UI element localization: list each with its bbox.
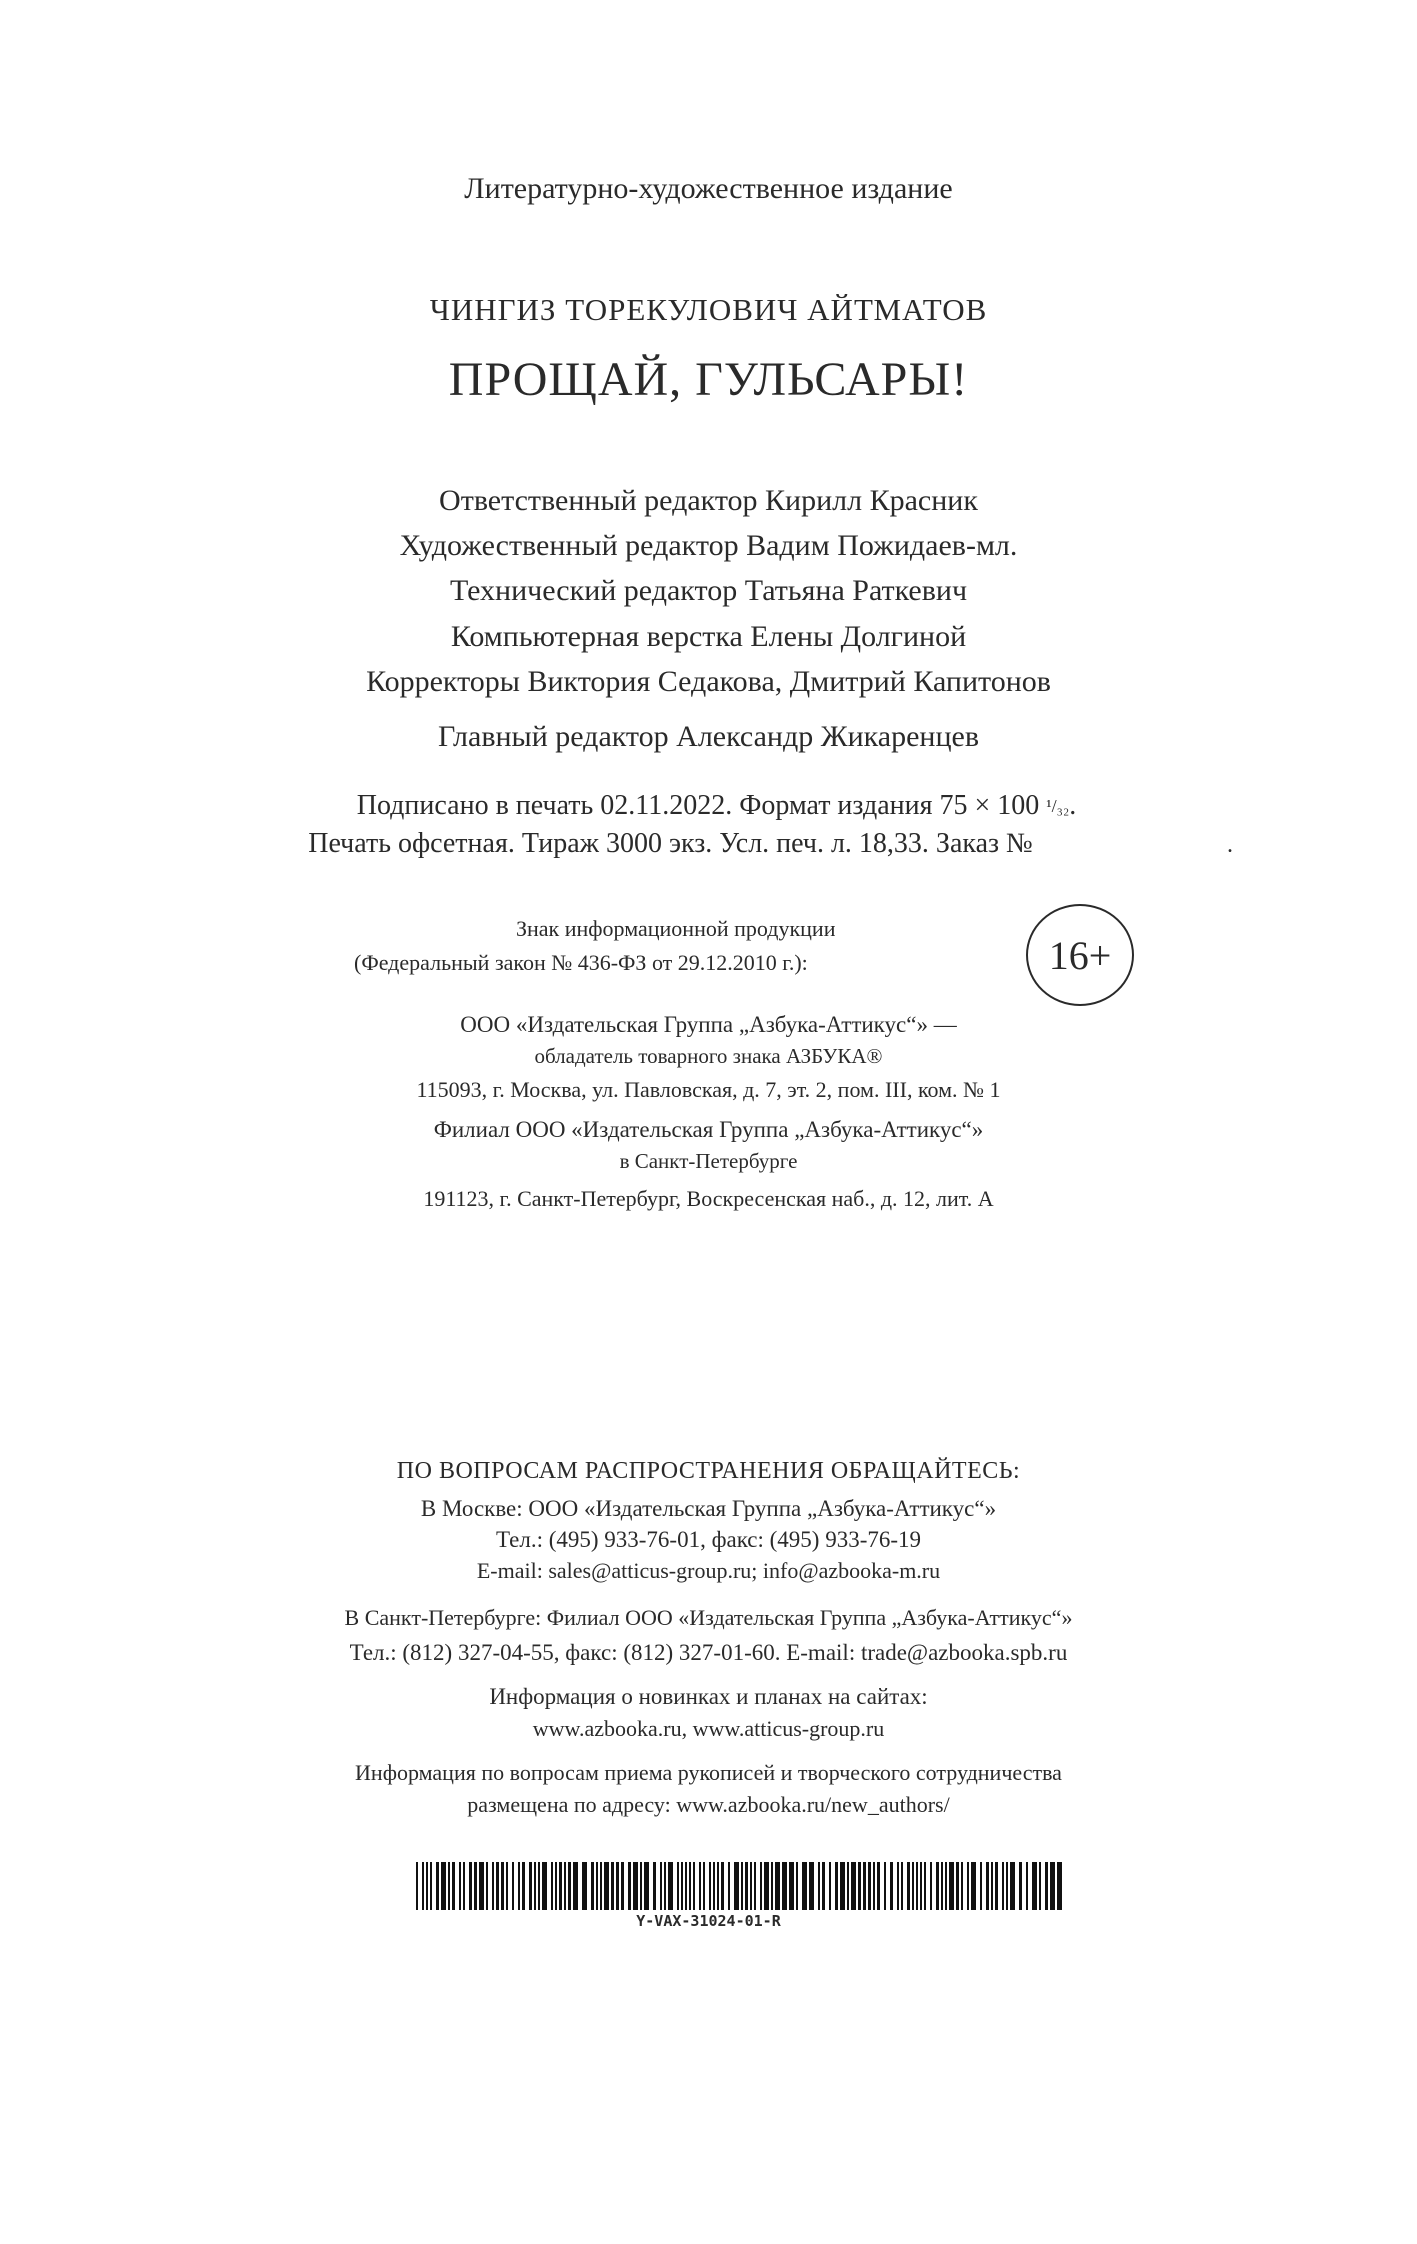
- barcode-bar: [1057, 1862, 1062, 1910]
- barcode-bar: [1006, 1862, 1008, 1910]
- barcode-bar: [750, 1862, 752, 1910]
- barcode-bar: [858, 1862, 861, 1910]
- barcode-bar: [463, 1862, 465, 1910]
- barcode-bar: [699, 1862, 701, 1910]
- barcode-bar: [542, 1862, 547, 1910]
- barcode-bar: [668, 1862, 673, 1910]
- distribution-heading: ПО ВОПРОСАМ РАСПРОСТРАНЕНИЯ ОБРАЩАЙТЕСЬ:: [396, 1458, 1021, 1484]
- barcode-bar: [555, 1862, 557, 1910]
- barcode-bar: [1002, 1862, 1004, 1910]
- print-info-line-1: [8, 790, 1417, 822]
- barcode-bar: [901, 1862, 903, 1910]
- barcode-bar: [522, 1862, 525, 1910]
- barcode-bar: [492, 1862, 494, 1910]
- publisher-name: ООО «Издательская Группа „Азбука-Аттикус“» —: [460, 1012, 957, 1037]
- barcode-bar: [452, 1862, 455, 1910]
- barcode-bar: [936, 1862, 939, 1910]
- publisher-trademark: обладатель товарного знака АЗБУКА®: [534, 1044, 883, 1068]
- genre-label: Литературно-художественное издание: [464, 172, 953, 205]
- barcode-bar: [851, 1862, 856, 1910]
- distribution-moscow-email: E-mail: sales@atticus-group.ru; info@azbooka-m.ru: [476, 1558, 941, 1583]
- print-format-text: Подписано в печать 02.11.2022. Формат издания 75 × 100: [356, 790, 1040, 821]
- barcode-bar: [713, 1862, 715, 1910]
- credit-proofreaders: Корректоры Виктория Седакова, Дмитрий Капитонов: [366, 665, 1051, 698]
- barcode-bar: [693, 1862, 695, 1910]
- barcode-bar: [771, 1862, 773, 1910]
- barcode-bar: [534, 1862, 536, 1910]
- barcode-bar: [809, 1862, 814, 1910]
- age-rating-label: Знак информационной продукции: [516, 916, 836, 941]
- barcode-bar: [538, 1862, 540, 1910]
- barcode-bar: [912, 1862, 914, 1910]
- barcode-bar: [764, 1862, 769, 1910]
- barcode-bar: [949, 1862, 954, 1910]
- barcode-bar: [653, 1862, 656, 1910]
- barcode-bar: [616, 1862, 619, 1910]
- publisher-address: 115093, г. Москва, ул. Павловская, д. 7, эт. 2, пом. III, ком. № 1: [416, 1077, 1001, 1102]
- barcode-bar: [506, 1862, 508, 1910]
- barcode-bar: [967, 1862, 969, 1910]
- barcode-bar: [1010, 1862, 1015, 1910]
- age-rating-badge: 16+: [1026, 904, 1134, 1006]
- barcode-bar: [734, 1862, 739, 1910]
- barcode-bar: [924, 1862, 926, 1910]
- barcode-code: Y-VAX-31024-01-R: [636, 1912, 781, 1930]
- barcode-bar: [1039, 1862, 1041, 1910]
- distribution-spb-phone: Тел.: (812) 327-04-55, факс: (812) 327-01-60. E-mail: trade@azbooka.spb.ru: [349, 1640, 1068, 1665]
- barcode-bar: [835, 1862, 838, 1910]
- credit-art-editor: Художественный редактор Вадим Пожидаев-мл.: [399, 529, 1018, 562]
- barcode-bar: [1045, 1862, 1048, 1910]
- barcode-bar: [628, 1862, 631, 1910]
- barcode-bar: [604, 1862, 609, 1910]
- barcode-bar: [600, 1862, 602, 1910]
- barcode-bar: [847, 1862, 849, 1910]
- barcode-bar: [945, 1862, 947, 1910]
- barcode-bar: [448, 1862, 450, 1910]
- barcode-bar: [459, 1862, 461, 1910]
- barcode-bar: [611, 1862, 614, 1910]
- barcode-bar: [991, 1862, 993, 1910]
- barcode-bar: [818, 1862, 820, 1910]
- barcode-bar: [529, 1862, 532, 1910]
- barcode-bar: [754, 1862, 756, 1910]
- barcode-bar: [941, 1862, 943, 1910]
- barcode-bar: [986, 1862, 989, 1910]
- barcode-bar: [728, 1862, 730, 1910]
- barcode-bar: [426, 1862, 428, 1910]
- barcode-bar: [920, 1862, 922, 1910]
- print-format-end: .: [1069, 790, 1077, 821]
- barcode-bar: [829, 1862, 831, 1910]
- barcode-bar: [677, 1862, 679, 1910]
- barcode-bar: [796, 1862, 798, 1910]
- barcode-bar: [980, 1862, 982, 1910]
- branch-name: Филиал ООО «Издательская Группа „Азбука-Аттикус“»: [433, 1117, 984, 1142]
- barcode-bar: [721, 1862, 724, 1910]
- barcode-bar: [621, 1862, 624, 1910]
- barcode-bar: [868, 1862, 871, 1910]
- distribution-moscow-phone: Тел.: (495) 933-76-01, факс: (495) 933-76-19: [495, 1527, 922, 1552]
- barcode-bar: [1032, 1862, 1037, 1910]
- credit-technical-editor: Технический редактор Татьяна Раткевич: [449, 574, 968, 607]
- credit-chief-editor: Главный редактор Александр Жикаренцев: [437, 720, 980, 753]
- barcode-bar: [568, 1862, 571, 1910]
- age-rating-block: [340, 904, 1112, 1014]
- barcode-bar: [469, 1862, 472, 1910]
- print-mark: .: [1227, 832, 1233, 858]
- barcode-bar: [1050, 1862, 1055, 1910]
- barcode-bar: [745, 1862, 748, 1910]
- barcode: [416, 1862, 1066, 1910]
- barcode-bar: [644, 1862, 649, 1910]
- barcode-bar: [709, 1862, 711, 1910]
- manuscripts-info: Информация по вопросам приема рукописей и творческого сотрудничества: [355, 1760, 1062, 1785]
- barcode-bar: [890, 1862, 893, 1910]
- barcode-bar: [496, 1862, 499, 1910]
- barcode-bar: [782, 1862, 787, 1910]
- book-title: ПРОЩАЙ, ГУЛЬСАРЫ!: [448, 353, 969, 406]
- news-info: Информация о новинках и планах на сайтах:: [489, 1684, 928, 1709]
- barcode-bar: [660, 1862, 662, 1910]
- barcode-bar: [971, 1862, 976, 1910]
- barcode-bar: [916, 1862, 918, 1910]
- barcode-bar: [877, 1862, 880, 1910]
- branch-city: в Санкт-Петербурге: [619, 1149, 798, 1173]
- barcode-bar: [479, 1862, 484, 1910]
- barcode-bar: [760, 1862, 762, 1910]
- barcode-bar: [416, 1862, 418, 1910]
- barcode-bar: [591, 1862, 594, 1910]
- barcode-bar: [430, 1862, 432, 1910]
- barcode-bar: [596, 1862, 598, 1910]
- print-info-line-2: Печать офсетная. Тираж 3000 экз. Усл. печ. л. 18,33. Заказ №: [308, 828, 1033, 859]
- barcode-bar: [486, 1862, 488, 1910]
- barcode-bar: [873, 1862, 875, 1910]
- barcode-bar: [1019, 1862, 1022, 1910]
- barcode-bar: [897, 1862, 899, 1910]
- barcode-bar: [564, 1862, 566, 1910]
- barcode-bar: [436, 1862, 439, 1910]
- barcode-bar: [573, 1862, 578, 1910]
- barcode-bar: [930, 1862, 932, 1910]
- barcode-bar: [884, 1862, 886, 1910]
- barcode-bar: [441, 1862, 446, 1910]
- barcode-bar: [717, 1862, 719, 1910]
- age-rating-law: (Федеральный закон № 436-ФЗ от 29.12.2010 г.):: [354, 950, 808, 975]
- barcode-bar: [559, 1862, 562, 1910]
- barcode-bar: [822, 1862, 825, 1910]
- barcode-bar: [703, 1862, 705, 1910]
- barcode-bar: [681, 1862, 683, 1910]
- credit-layout: Компьютерная верстка Елены Долгиной: [450, 620, 967, 653]
- barcode-bar: [802, 1862, 807, 1910]
- barcode-bar: [789, 1862, 794, 1910]
- author-name: ЧИНГИЗ ТОРЕКУЛОВИЧ АЙТМАТОВ: [429, 292, 988, 327]
- distribution-spb: В Санкт-Петербурге: Филиал ООО «Издательская Группа „Азбука-Аттикус“»: [344, 1605, 1073, 1630]
- barcode-bar: [1026, 1862, 1028, 1910]
- barcode-bar: [512, 1862, 514, 1910]
- barcode-bar: [741, 1862, 743, 1910]
- barcode-bar: [995, 1862, 998, 1910]
- print-format-fraction: ¹/₃₂: [1046, 796, 1070, 816]
- barcode-bar: [518, 1862, 520, 1910]
- barcode-bar: [961, 1862, 963, 1910]
- barcode-bar: [956, 1862, 959, 1910]
- manuscripts-address: размещена по адресу: www.azbooka.ru/new_authors/: [467, 1792, 950, 1817]
- barcode-bar: [689, 1862, 691, 1910]
- barcode-bar: [633, 1862, 638, 1910]
- distribution-moscow: В Москве: ООО «Издательская Группа „Азбука-Аттикус“»: [420, 1496, 997, 1521]
- barcode-bar: [907, 1862, 910, 1910]
- barcode-bar: [551, 1862, 553, 1910]
- credit-editor-in-charge: Ответственный редактор Кирилл Красник: [439, 484, 978, 517]
- barcode-bar: [863, 1862, 866, 1910]
- barcode-bar: [501, 1862, 504, 1910]
- barcode-bar: [422, 1862, 424, 1910]
- barcode-bars: [416, 1862, 1066, 1910]
- barcode-bar: [474, 1862, 477, 1910]
- barcode-bar: [664, 1862, 666, 1910]
- branch-address: 191123, г. Санкт-Петербург, Воскресенская наб., д. 12, лит. А: [423, 1186, 994, 1211]
- barcode-bar: [775, 1862, 780, 1910]
- barcode-bar: [840, 1862, 845, 1910]
- barcode-bar: [640, 1862, 642, 1910]
- news-sites: www.azbooka.ru, www.atticus-group.ru: [532, 1716, 885, 1741]
- barcode-bar: [685, 1862, 687, 1910]
- barcode-bar: [582, 1862, 587, 1910]
